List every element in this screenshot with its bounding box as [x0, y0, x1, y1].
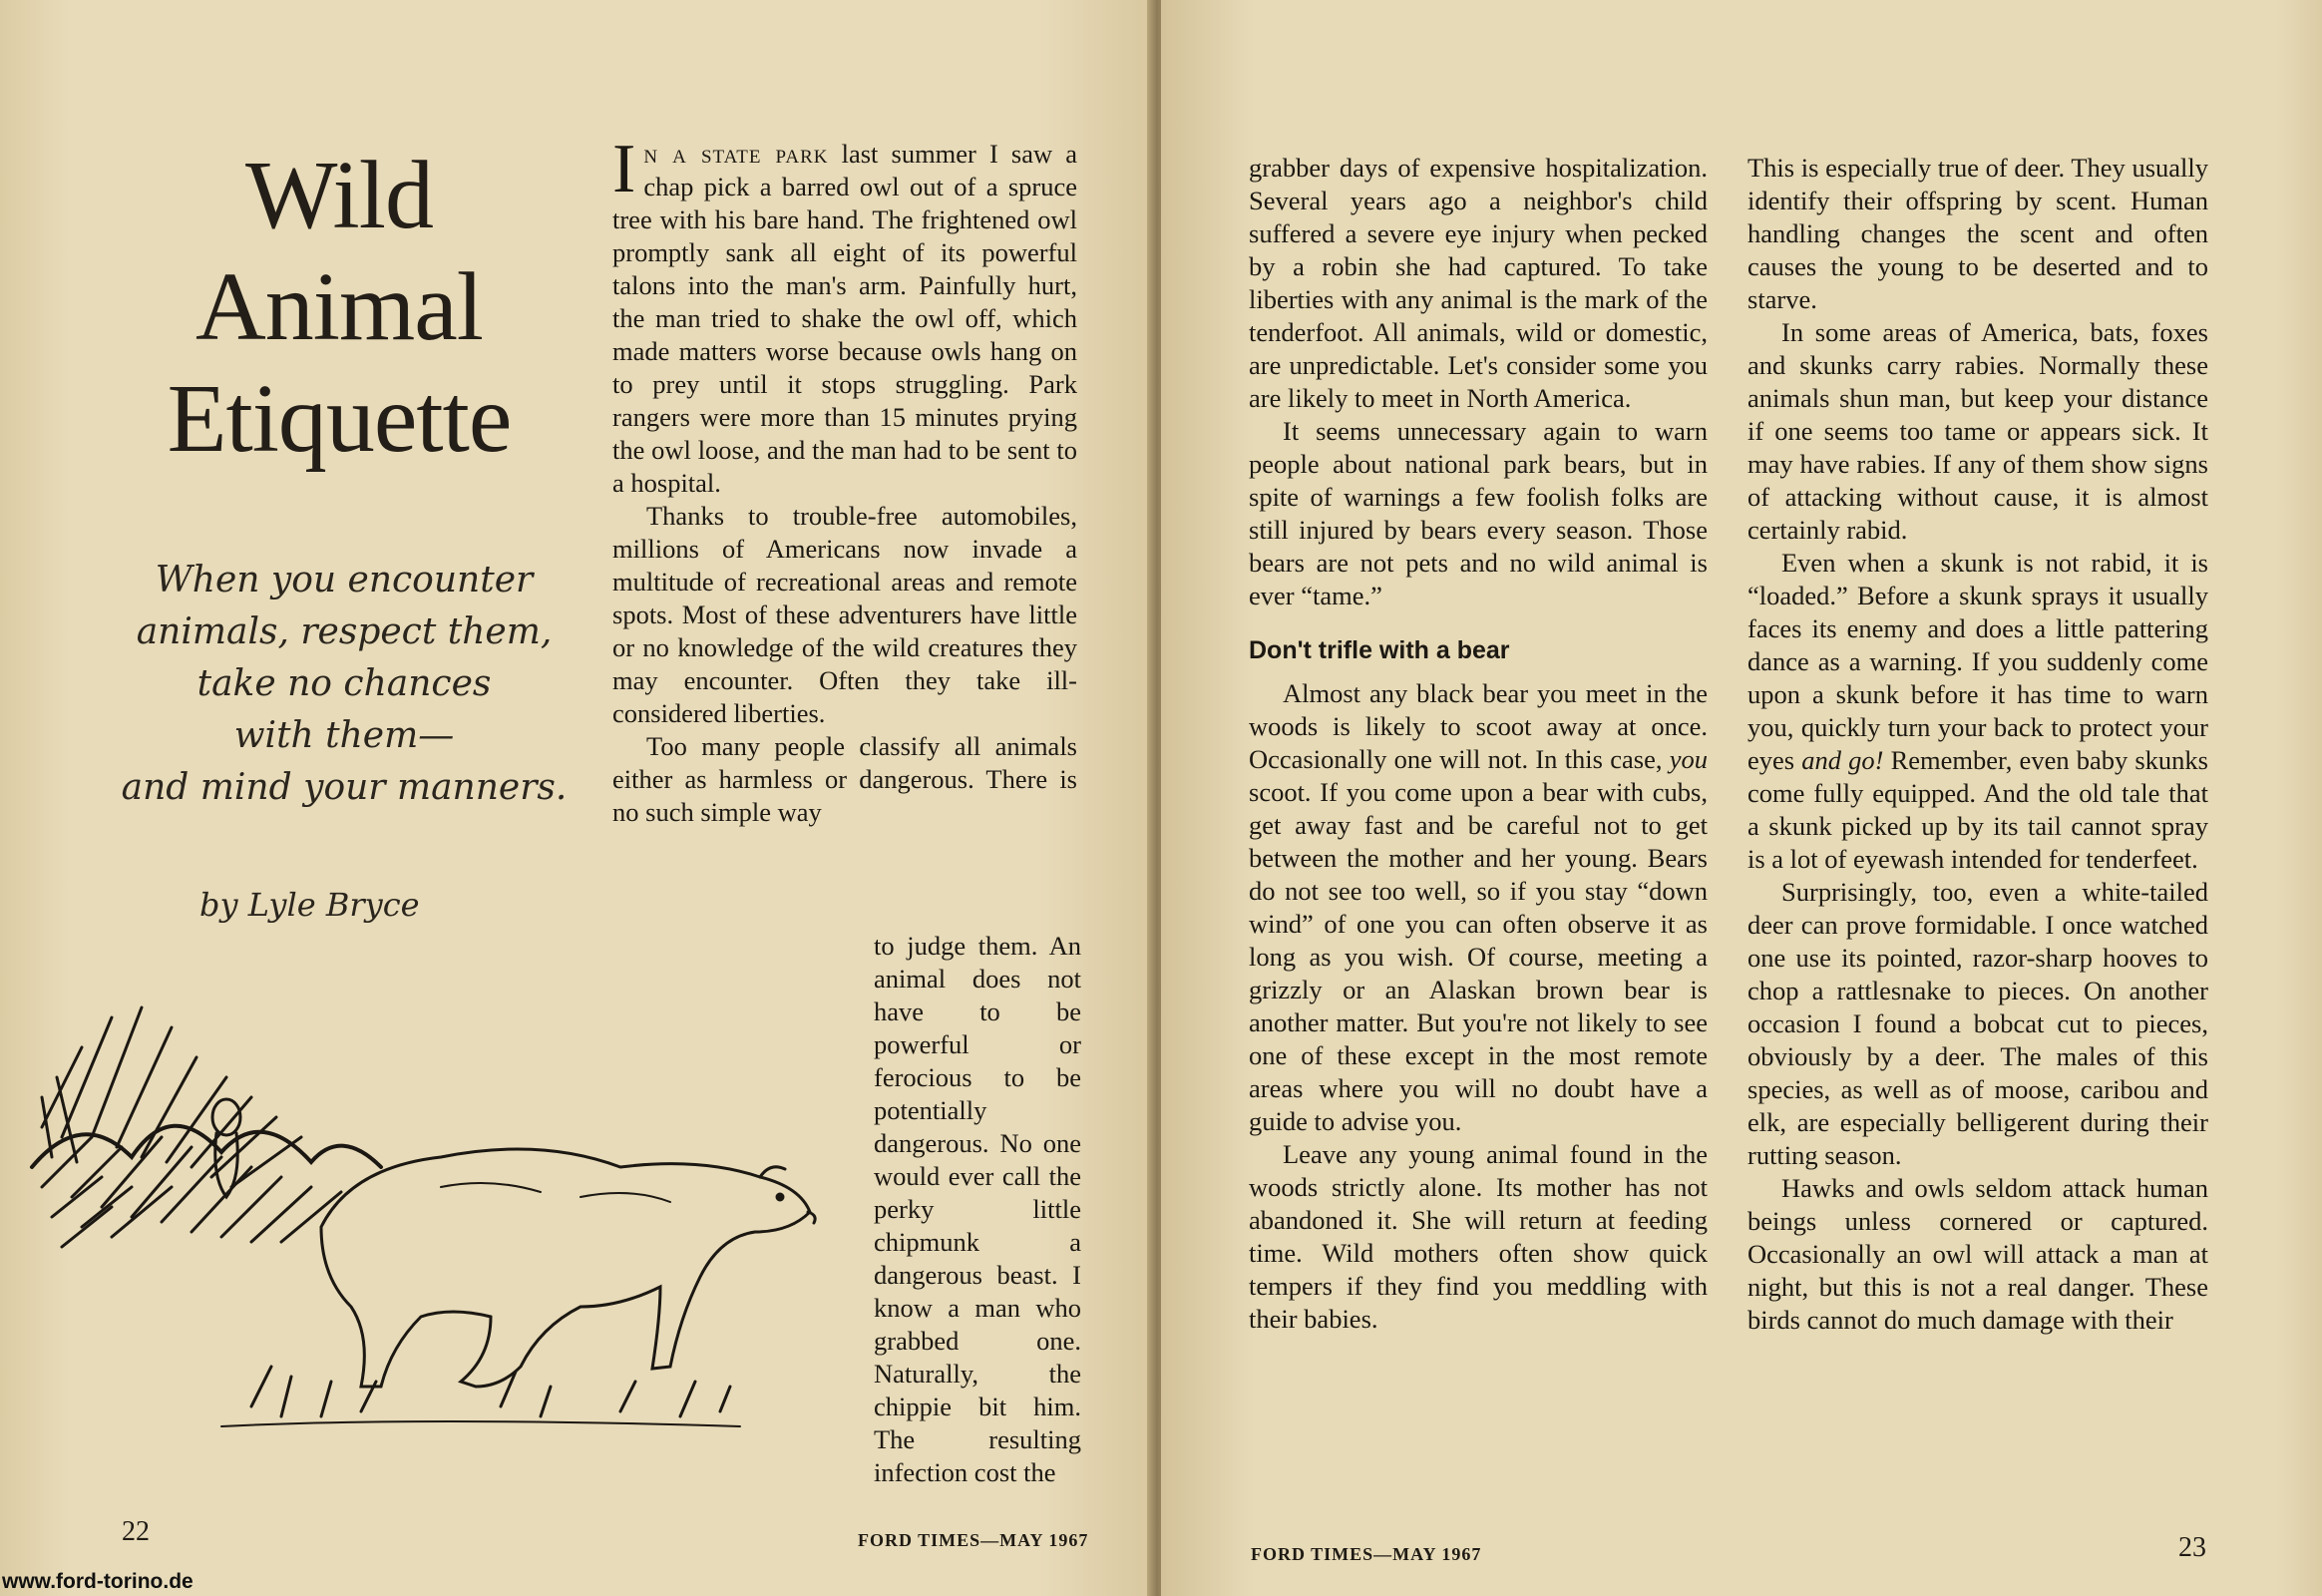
paragraph: In some areas of America, bats, foxes and skunks carry rabies. Normally these animals shun man, but keep your distance if one seems too tame or appears sick. It may have rabies. If any of them show signs of attacking without cause, it is almost certainly rabid.	[1747, 317, 2208, 545]
page-footer: FORD TIMES—MAY 1967	[858, 1530, 1089, 1550]
section-subhead: Don't trifle with a bear	[1249, 636, 1510, 664]
paragraph: to judge them. An animal does not have to be powerful or ferocious to be potentially dangerous. No one would ever call the perky little chipmunk a dangerous beast. I know a man who grabbed one. Naturally, the chippie bit him. The resulting infection cost the	[874, 931, 1081, 1487]
article-title	[110, 140, 569, 475]
title-line: Animal	[195, 253, 483, 361]
paragraph: Surprisingly, too, even a white-tailed deer can prove formidable. I once watched one use its pointed, razor-sharp hooves to chop a rattlesnake to pieces. On another occasion I found a bobcat cut to pieces, obviously by a deer. The males of this species, as well as of moose, caribou and elk, are especially belligerent during their rutting season.	[1747, 877, 2208, 1170]
paragraph-text: Remember, even baby skunks come fully equipped. And the old tale that a skunk picked up by its tail cannot spray is a lot of eyewash intended for tenderfeet.	[1747, 745, 2208, 874]
subtitle-line: animals, respect them,	[136, 611, 553, 652]
left-column-narrow-text	[874, 930, 1081, 1489]
paragraph	[1747, 547, 2208, 876]
paragraph: It seems unnecessary again to warn people about national park bears, but in spite of warnings a few foolish folks are still injured by bears every season. Those bears are not pets and no wild animal is ever “tame.”	[1249, 416, 1708, 610]
left-page	[0, 0, 1155, 1596]
title-line: Etiquette	[167, 365, 512, 473]
emphasis: you	[1669, 744, 1708, 774]
paragraph: Too many people classify all animals either as harmless or dangerous. There is no such simple way	[612, 731, 1077, 827]
lead-in: n a state park	[643, 139, 829, 169]
paragraph-text: Even when a skunk is not rabid, it is “loaded.” Before a skunk sprays it usually faces its enemy and does a little pattering dance as a warning. If you suddenly come upon a skunk before it has time to warn you, quickly turn your back to protect your eyes	[1747, 548, 2208, 775]
byline: by Lyle Bryce	[199, 886, 420, 924]
left-column-text	[612, 131, 1078, 829]
page-number: 22	[122, 1516, 150, 1547]
paragraph: Leave any young animal found in the woods strictly alone. Its mother has not abandoned it. She will return at feeding time. Wild mothers often show quick tempers if they find you meddling with their babies.	[1249, 1139, 1708, 1334]
page-number: 23	[2178, 1532, 2206, 1563]
page-footer: FORD TIMES—MAY 1967	[1251, 1544, 1482, 1564]
bear-illustration	[22, 988, 840, 1456]
title-line: Wild	[244, 142, 434, 249]
watermark: www.ford-torino.de	[2, 1570, 194, 1593]
right-column-text-2	[1747, 152, 2208, 1337]
paragraph: Hawks and owls seldom attack human beings unless cornered or captured. Occasionally an owl will attack a man at night, but this is not a real danger. These birds cannot do much damage with their	[1747, 1173, 2208, 1335]
paragraph-text: scoot. If you come upon a bear with cubs, get away fast and be careful not to get between the mother and her young. Bears do not see too well, so if you stay “down wind” of one you can often observe it as long as you wish. Of course, meeting a grizzly or an Alaskan brown bear is another matter. But you're not likely to see one of these except in the most remote areas where you will no doubt have a guide to advise you.	[1249, 777, 1708, 1136]
paragraph: Thanks to trouble-free automobiles, millions of Americans now invade a multitude of recreational areas and remote spots. Most of these adventurers have little or no knowledge of the wild creatures they may encounter. Often they take ill-considered liberties.	[612, 501, 1077, 728]
article-subtitle	[120, 555, 569, 814]
right-column-text-1	[1249, 152, 1708, 1336]
paragraph: This is especially true of deer. They usually identify their offspring by scent. Human handling changes the scent and often causes the young to be deserted and to starve.	[1747, 153, 2208, 314]
paragraph: grabber days of expensive hospitalization. Several years ago a neighbor's child suffered a severe eye injury when pecked by a robin she had captured. To take liberties with any animal is the mark of the tenderfoot. All animals, wild or domestic, are unpredictable. Let's consider some you are likely to meet in North America.	[1249, 153, 1708, 413]
subtitle-line: When you encounter	[155, 560, 534, 600]
subtitle-line: take no chances	[196, 663, 492, 704]
subtitle-line: with them—	[233, 715, 455, 756]
drop-cap: I	[612, 131, 636, 207]
subtitle-line: and mind your manners.	[121, 767, 568, 808]
paragraph	[612, 131, 1078, 500]
paragraph	[1249, 677, 1708, 1138]
paragraph-text: last summer I saw a chap pick a barred owl out of a spruce tree with his bare hand. The frightened owl promptly sank all eight of its powerful talons into the man's arm. Painfully hurt, the man tried to shake the owl off, which made matters worse because owls hang on to prey until it stops struggling. Park rangers were more than 15 minutes prying the owl loose, and the man had to be sent to a hospital.	[612, 139, 1078, 498]
emphasis: and go!	[1801, 745, 1884, 775]
paragraph-text: Almost any black bear you meet in the woods is likely to scoot away at once. Occasionally one will not. In this case,	[1249, 678, 1708, 774]
